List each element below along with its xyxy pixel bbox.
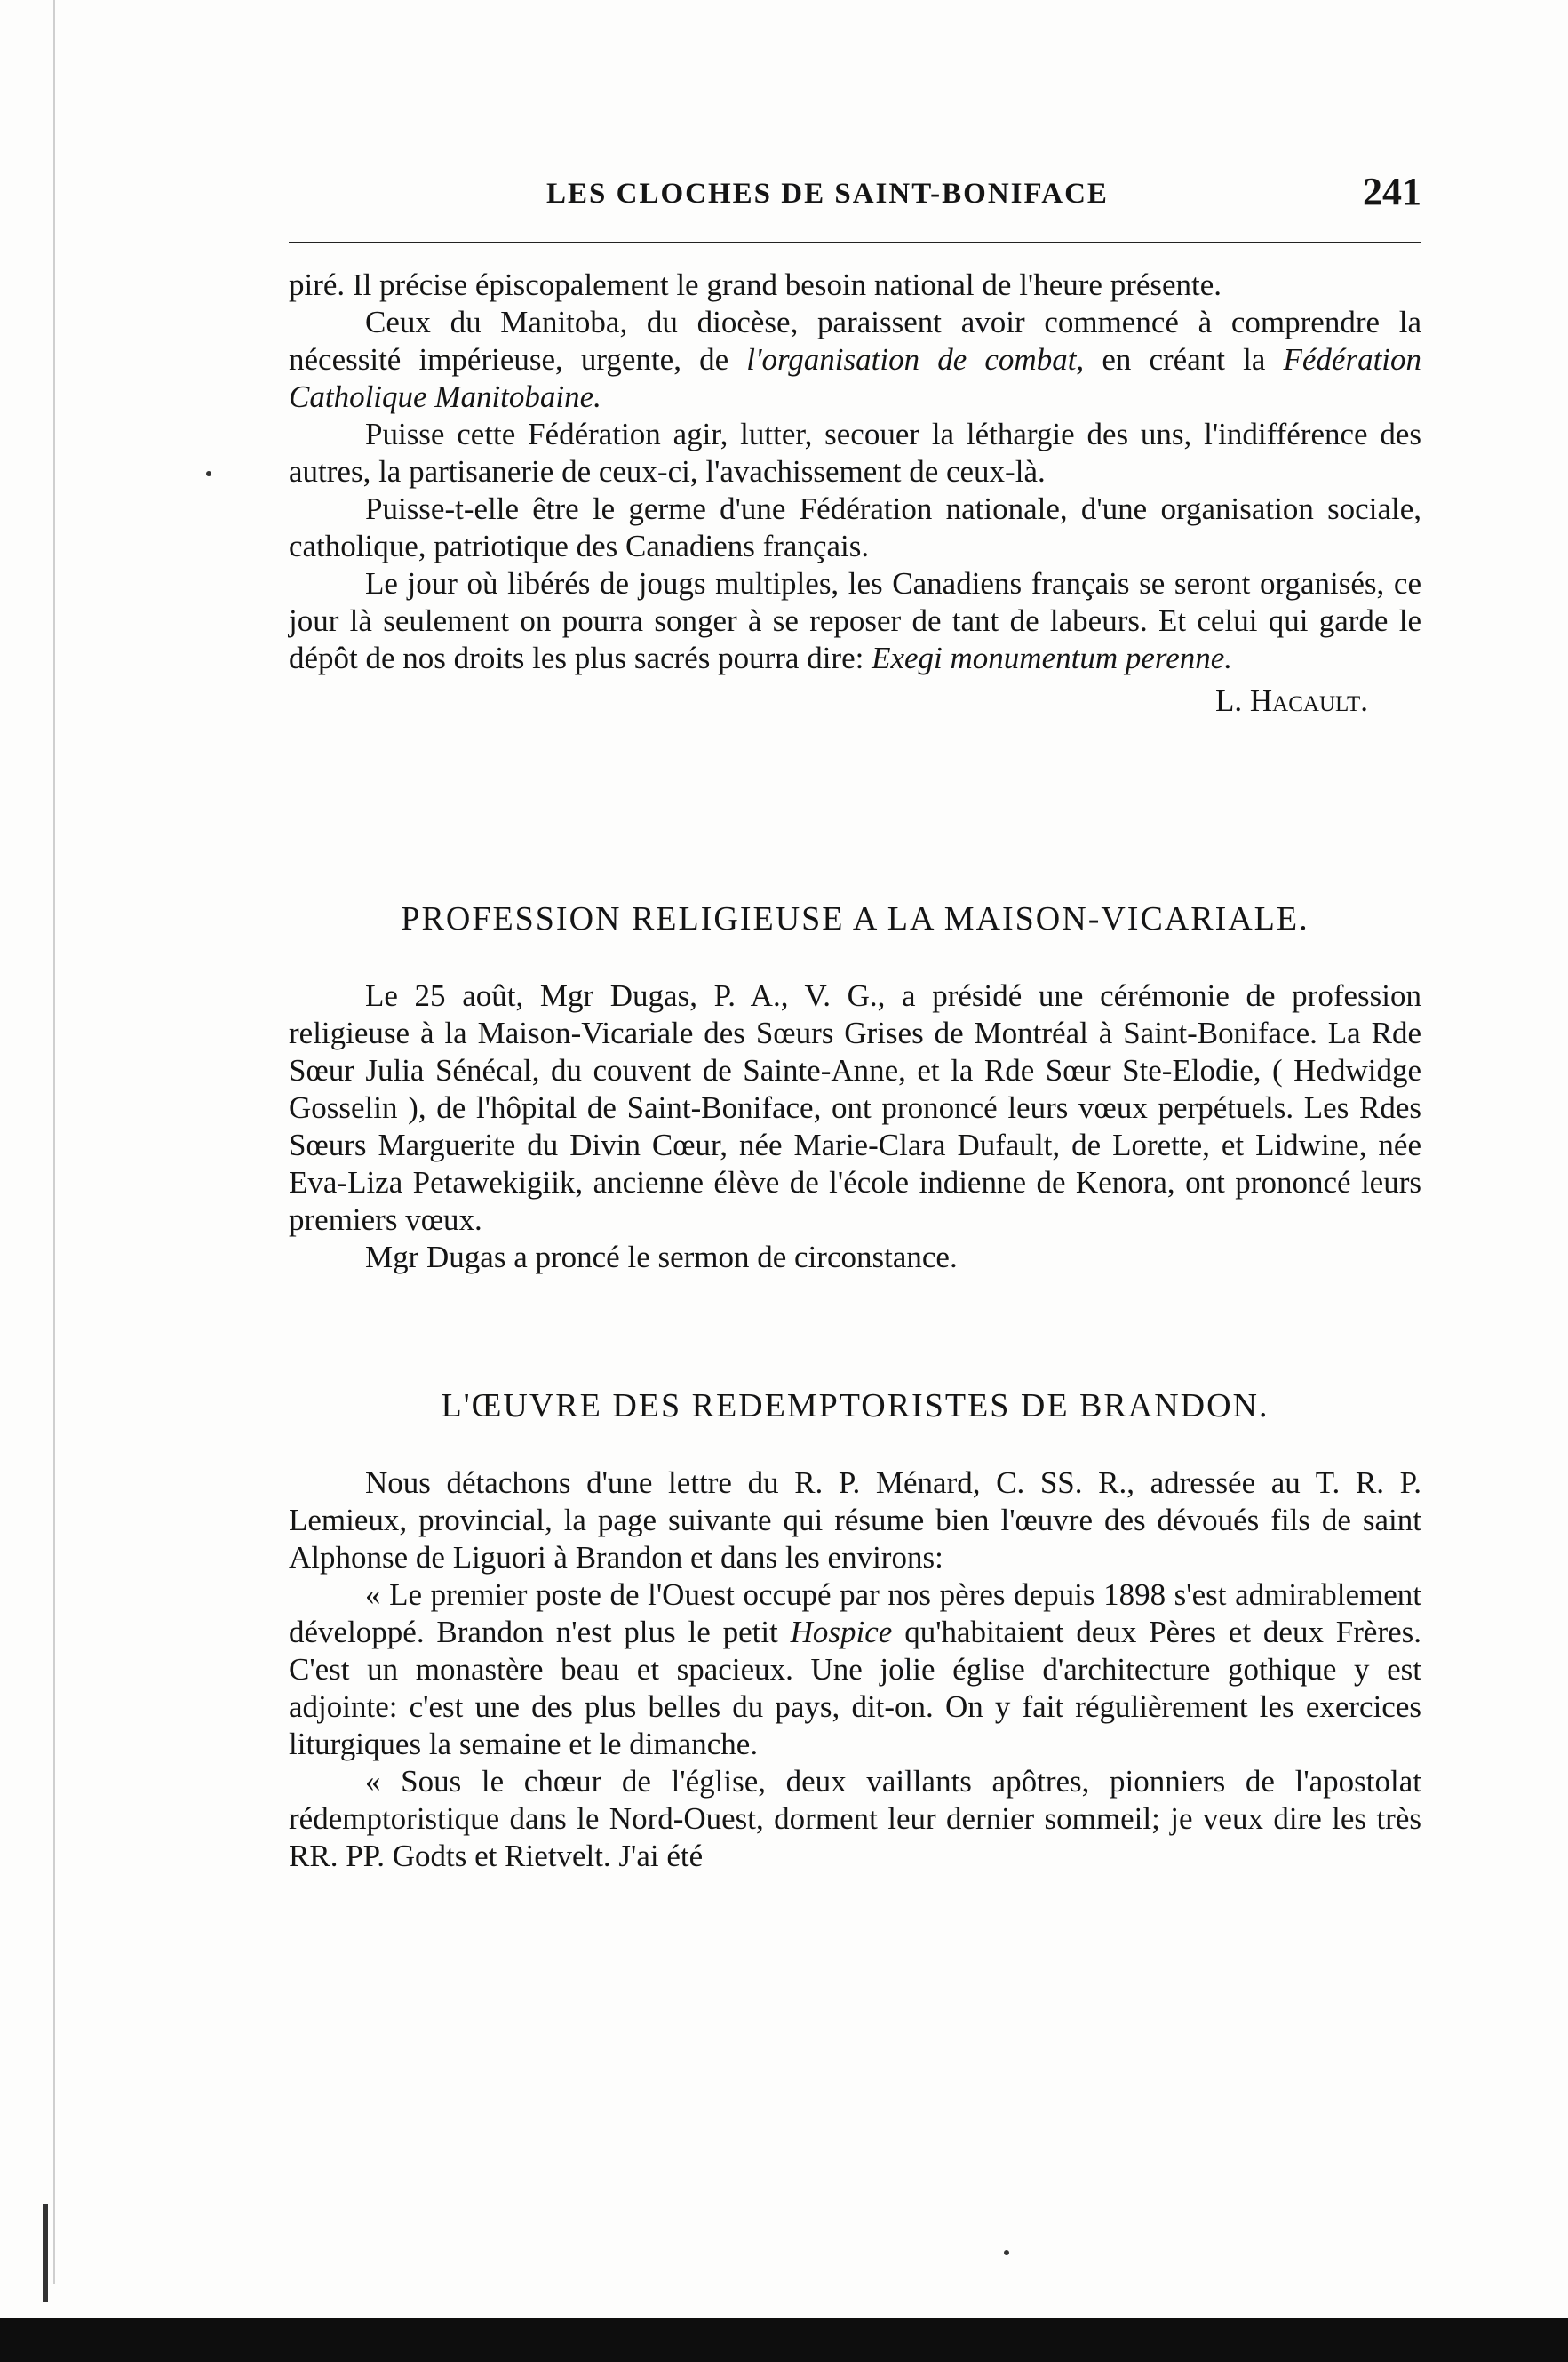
paragraph: piré. Il précise épiscopalement le grand besoin national de l'heure présente.	[289, 267, 1222, 302]
section-title: L'ŒUVRE DES REDEMPTORISTES DE BRANDON.	[441, 1387, 1270, 1424]
italic-phrase: Exegi monumentum perenne.	[872, 641, 1233, 675]
paragraph: « Le premier poste de l'Ouest occupé par nos pères depuis 1898 s'est admirablement développé. Brandon n'est plus le petit Hospice qu'habitaient deux Pères et deux Frères. C'est un monastère beau et spacieux. Une jolie église d'architecture gothique y est adjointe: c'est une des plus belles du pays, dit-on. On y fait régulièrement les exercices liturgiques la semaine et le dimanche.	[289, 1577, 1422, 1761]
italic-phrase: Hospice	[790, 1615, 893, 1649]
page-header	[289, 165, 1421, 219]
paragraph: Nous détachons d'une lettre du R. P. Ménard, C. SS. R., adressée au T. R. P. Lemieux, provincial, la page suivante qui résume bien l'œuvre des dévoués fils de saint Alphonse de Liguori à Brandon et dans les environs:	[289, 1465, 1421, 1575]
running-title: LES CLOCHES DE SAINT-BONIFACE	[546, 178, 1109, 210]
paragraph: Puisse cette Fédération agir, lutter, secouer la léthargie des uns, l'indifférence des autres, la partisanerie de ceux-ci, l'avachissement de ceux-là.	[289, 417, 1421, 489]
scan-bottom-edge	[0, 2318, 1568, 2362]
italic-phrase: l'organisation de combat,	[746, 342, 1085, 377]
page-number: 241	[1363, 170, 1421, 213]
section-title: PROFESSION RELIGIEUSE A LA MAISON-VICARIALE.	[401, 900, 1309, 938]
article-federation	[289, 267, 1421, 720]
speck	[206, 471, 211, 476]
page-edge-line	[53, 0, 55, 2284]
article-profession	[289, 978, 1421, 1276]
page-edge-shadow	[43, 2204, 48, 2302]
paragraph: « Sous le chœur de l'église, deux vaillants apôtres, pionniers de l'apostolat rédemptoristique dans le Nord-Ouest, dorment leur dernier sommeil; je veux dire les très RR. PP. Godts et Rietvelt. J'ai été	[289, 1764, 1421, 1873]
paragraph: Mgr Dugas a proncé le sermon de circonstance.	[365, 1240, 958, 1274]
paragraph: Le jour où libérés de jougs multiples, les Canadiens français se seront organisés, ce jour là seulement on pourra songer à se reposer de tant de labeurs. Et celui qui garde le dépôt de nos droits les plus sacrés pourra dire: Exegi monumentum perenne.	[289, 566, 1421, 675]
speck	[1004, 2250, 1009, 2255]
paragraph: Ceux du Manitoba, du diocèse, paraissent avoir commencé à comprendre la nécessité impérieuse, urgente, de l'organisation de combat, en créant la Fédération Catholique Manitobaine.	[289, 305, 1422, 414]
signature: L. Hacault.	[1215, 683, 1368, 718]
italic-phrase: Fédération Catholique Manitobaine.	[289, 342, 1422, 414]
article-brandon	[289, 1464, 1421, 1875]
header-rule	[289, 242, 1421, 243]
paragraph: Le 25 août, Mgr Dugas, P. A., V. G., a présidé une cérémonie de profession religieuse à la Maison-Vicariale des Sœurs Grises de Montréal à Saint-Boniface. La Rde Sœur Julia Sénécal, du couvent de Sainte-Anne, et la Rde Sœur Ste-Elodie, ( Hedwidge Gosselin ), de l'hôpital de Saint-Boniface, ont prononcé leurs vœux perpétuels. Les Rdes Sœurs Marguerite du Divin Cœur, née Marie-Clara Dufault, de Lorette, et Lidwine, née Eva-Liza Petawekigiik, ancienne élève de l'école indienne de Kenora, ont prononcé leurs premiers vœux.	[289, 978, 1421, 1237]
paragraph: Puisse-t-elle être le germe d'une Fédération nationale, d'une organisation sociale, catholique, patriotique des Canadiens français.	[289, 491, 1421, 563]
